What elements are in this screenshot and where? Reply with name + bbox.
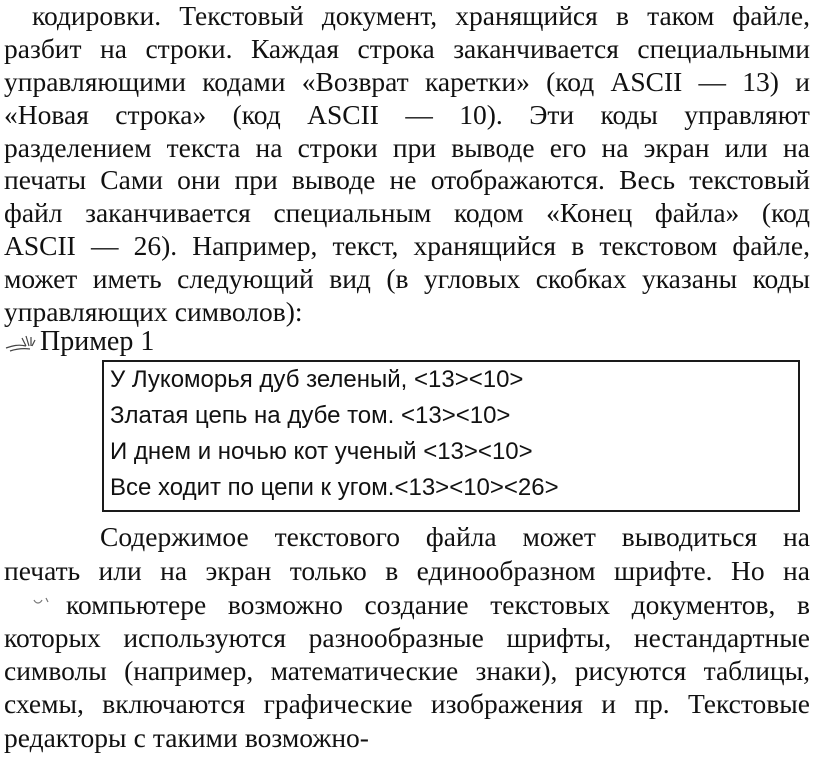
word: математические xyxy=(270,655,459,686)
word: специальными xyxy=(637,33,810,64)
example-line: И днем и ночью кот ученый <13><10> xyxy=(110,438,533,465)
text-line xyxy=(4,555,810,587)
word: единообразном xyxy=(416,555,596,586)
word: (в xyxy=(386,263,409,294)
word: Сами xyxy=(100,164,163,195)
word: ASCII xyxy=(4,230,76,261)
word: разнообразные xyxy=(308,622,484,653)
word: документ, xyxy=(321,0,438,31)
word: Весь xyxy=(619,164,676,195)
word: на xyxy=(782,132,810,163)
word: «Возврат xyxy=(301,66,409,97)
word: Текстовые xyxy=(688,688,810,719)
word: строки xyxy=(297,132,378,163)
word: создание xyxy=(364,589,469,620)
word: включаются xyxy=(102,688,246,719)
word: шрифте. xyxy=(614,555,713,586)
word: файла» xyxy=(654,197,740,228)
word: которых xyxy=(4,622,101,653)
word: Но xyxy=(730,555,765,586)
word: коды xyxy=(752,263,810,294)
word: угловых xyxy=(423,263,521,294)
example-code-box xyxy=(102,360,800,512)
text-line xyxy=(4,688,810,720)
word: текстовых xyxy=(490,589,611,620)
word: скобках xyxy=(535,263,627,294)
word: выводиться xyxy=(621,521,758,552)
word: (код xyxy=(761,197,810,228)
word: экран xyxy=(643,132,710,163)
text-line xyxy=(4,263,810,295)
word: используются xyxy=(123,622,287,653)
word: Содержимое xyxy=(100,521,249,552)
word: компьютере xyxy=(66,589,207,620)
text-line xyxy=(100,521,810,553)
word: коды xyxy=(600,99,658,130)
word: управляющими xyxy=(4,66,186,97)
word: вид xyxy=(329,263,371,294)
word: Каждая xyxy=(250,33,339,64)
text-line xyxy=(4,197,810,229)
text-line xyxy=(4,622,810,654)
text-line xyxy=(4,722,810,754)
word: разделением xyxy=(4,132,152,163)
word: управляющих xyxy=(4,296,168,327)
word: Эти xyxy=(529,99,575,130)
word: следующий xyxy=(177,263,314,294)
word: символы xyxy=(4,655,107,686)
word: шрифты, xyxy=(506,622,612,653)
word: на xyxy=(601,132,629,163)
word: каретки» xyxy=(424,66,530,97)
word: при xyxy=(234,164,278,195)
text-line xyxy=(32,0,810,32)
example-line: Златая цепь на дубе том. <13><10> xyxy=(110,402,511,429)
word: 10). xyxy=(459,99,503,130)
word: текстовом xyxy=(599,230,718,261)
text-line xyxy=(4,230,810,262)
word: иметь xyxy=(92,263,162,294)
example-line: У Лукоморья дуб зеленый, <13><10> xyxy=(110,366,524,393)
word: — xyxy=(405,99,433,130)
word: «Конец xyxy=(546,197,633,228)
word: его xyxy=(549,132,587,163)
text-line xyxy=(4,164,810,196)
word: заканчивается xyxy=(453,33,619,64)
word: указаны xyxy=(641,263,738,294)
word: может xyxy=(4,263,78,294)
word: специальным xyxy=(273,197,432,228)
word: изображения xyxy=(430,688,583,719)
word: пр. xyxy=(634,688,670,719)
word: в xyxy=(615,0,629,31)
word: выводе xyxy=(451,132,535,163)
word: при xyxy=(392,132,437,163)
pointing-hand-icon xyxy=(4,334,40,354)
word: на xyxy=(255,132,283,163)
word: и xyxy=(601,688,616,719)
word: на xyxy=(100,33,127,64)
word: знаки), xyxy=(475,655,558,686)
word: в xyxy=(797,589,810,620)
word: на xyxy=(783,521,810,552)
scan-artifact-mark xyxy=(30,592,58,608)
word: файле, xyxy=(732,230,810,261)
word: рисуются xyxy=(574,655,687,686)
word: кодами xyxy=(202,66,286,97)
word: кодом xyxy=(453,197,524,228)
word: строка xyxy=(357,33,435,64)
word: они xyxy=(177,164,221,195)
word: печаты xyxy=(4,164,87,195)
word: или xyxy=(724,132,768,163)
word: «Новая xyxy=(4,99,89,130)
text-line xyxy=(66,589,810,621)
word: хранящийся xyxy=(455,0,598,31)
word: 13) xyxy=(742,66,779,97)
word: управляют xyxy=(684,99,810,130)
word: только xyxy=(289,555,367,586)
word: текста xyxy=(166,132,241,163)
word: — xyxy=(698,66,727,97)
word: или xyxy=(98,555,142,586)
word: таком xyxy=(647,0,715,31)
word: символов): xyxy=(174,296,303,327)
word: текстовый xyxy=(689,164,810,195)
word: на xyxy=(783,555,810,586)
word: редакторы xyxy=(4,722,127,753)
text-line xyxy=(4,66,810,98)
word: не xyxy=(389,164,417,195)
word: выводе xyxy=(291,164,376,195)
word: схемы, xyxy=(4,688,84,719)
word: печать xyxy=(4,555,81,586)
word: (код xyxy=(232,99,281,130)
word: хранящийся xyxy=(413,230,557,261)
text-line xyxy=(4,296,810,328)
word: файла xyxy=(425,521,497,552)
word: возможно- xyxy=(244,722,369,753)
word: в xyxy=(385,555,399,586)
word: и xyxy=(795,66,810,97)
word: нестандартные xyxy=(633,622,810,653)
word: Например, xyxy=(192,230,318,261)
word: кодировки. xyxy=(32,0,162,31)
text-line xyxy=(4,99,810,131)
word: строка» xyxy=(115,99,207,130)
text-line xyxy=(4,33,810,65)
word: разбит xyxy=(4,33,82,64)
word: графические xyxy=(263,688,413,719)
word: файле, xyxy=(732,0,810,31)
word: (например, xyxy=(124,655,254,686)
word: — xyxy=(90,230,119,261)
example-line: Все ходит по цепи к угом.<13><10><26> xyxy=(110,474,559,501)
example-title: Пример 1 xyxy=(40,326,155,357)
text-line xyxy=(4,655,810,687)
word: с xyxy=(133,722,146,753)
text-line xyxy=(4,132,810,164)
word: 26). xyxy=(133,230,178,261)
word: (код xyxy=(546,66,595,97)
word: Текстовый xyxy=(179,0,304,31)
word: документов, xyxy=(631,589,776,620)
word: ASCII xyxy=(610,66,683,97)
example-heading xyxy=(4,326,154,358)
word: отображаются. xyxy=(430,164,605,195)
word: текст, xyxy=(332,230,399,261)
word: ASCII xyxy=(307,99,379,130)
word: экран xyxy=(205,555,272,586)
word: заканчивается xyxy=(85,197,251,228)
word: такими xyxy=(152,722,238,753)
word: файл xyxy=(4,197,63,228)
word: строки. xyxy=(145,33,233,64)
word: текстового xyxy=(274,521,400,552)
word: может xyxy=(522,521,596,552)
word: в xyxy=(571,230,585,261)
word: таблицы, xyxy=(703,655,810,686)
word: на xyxy=(160,555,188,586)
word: возможно xyxy=(227,589,343,620)
